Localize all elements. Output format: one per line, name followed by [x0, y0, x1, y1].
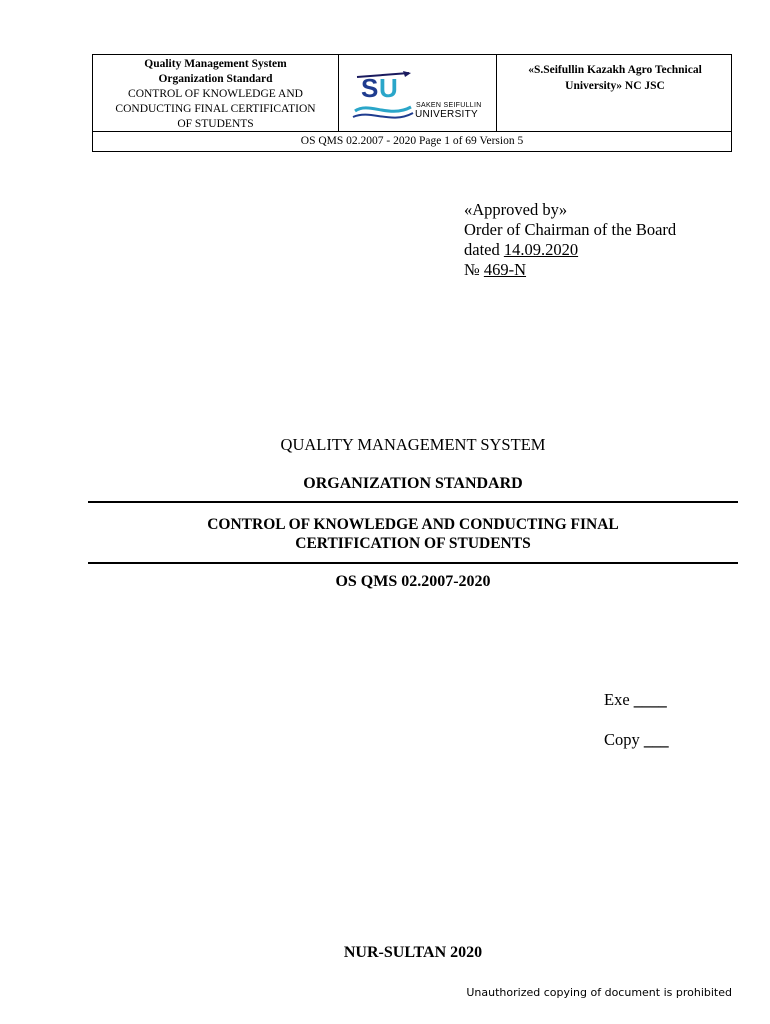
- header-title-line2: CONDUCTING FINAL CERTIFICATION: [115, 103, 316, 115]
- svg-text:S: S: [361, 73, 379, 103]
- approval-number: 469-N: [483, 260, 527, 279]
- copyright-notice: Unauthorized copying of document is prohibited: [466, 986, 732, 999]
- dated-label: dated: [464, 240, 504, 259]
- document-header-table: [92, 54, 732, 152]
- city-year: NUR-SULTAN 2020: [343, 944, 483, 961]
- subject-line1: CONTROL OF KNOWLEDGE AND CONDUCTING FINAL: [207, 516, 619, 533]
- header-university-line2: University» NC JSC: [565, 80, 665, 92]
- header-right-cell: [497, 55, 733, 131]
- system-title: QUALITY MANAGEMENT SYSTEM: [280, 435, 546, 454]
- approved-date-line: [464, 240, 676, 260]
- header-title-line1: CONTROL OF KNOWLEDGE AND: [128, 88, 303, 100]
- number-label: №: [464, 260, 484, 279]
- exe-field: [604, 690, 667, 710]
- document-code: OS QMS 02.2007-2020: [335, 573, 491, 590]
- approved-number-line: [464, 260, 676, 280]
- header-left-cell: [93, 55, 339, 131]
- logo-text-top: SAKEN SEIFULLIN: [416, 102, 482, 109]
- approval-block: [464, 200, 676, 280]
- approved-order-line: Order of Chairman of the Board: [464, 220, 677, 239]
- exe-label: Exe: [604, 690, 630, 709]
- approved-by-line: «Approved by»: [464, 200, 568, 219]
- copy-field: [604, 730, 669, 750]
- header-document-code-row: OS QMS 02.2007 - 2020 Page 1 of 69 Version 5: [93, 131, 731, 152]
- divider-top: [88, 501, 738, 503]
- header-title-line3: OF STUDENTS: [177, 118, 254, 130]
- header-qms-line: Quality Management System: [144, 58, 287, 70]
- header-university-line1: «S.Seifullin Kazakh Agro Technical: [528, 64, 702, 76]
- header-org-standard-line: Organization Standard: [158, 73, 273, 85]
- svg-text:U: U: [379, 73, 398, 103]
- copy-blank: ___: [643, 730, 669, 749]
- exe-blank: ____: [633, 690, 667, 709]
- university-logo: [349, 67, 489, 120]
- document-subject: [88, 515, 738, 553]
- standard-title: ORGANIZATION STANDARD: [303, 475, 523, 492]
- header-logo-cell: [339, 55, 497, 131]
- copy-label: Copy: [604, 730, 640, 749]
- divider-bottom: [88, 562, 738, 564]
- logo-text-bottom: UNIVERSITY: [415, 109, 479, 120]
- approval-date: 14.09.2020: [503, 240, 579, 259]
- subject-line2: CERTIFICATION OF STUDENTS: [295, 535, 531, 552]
